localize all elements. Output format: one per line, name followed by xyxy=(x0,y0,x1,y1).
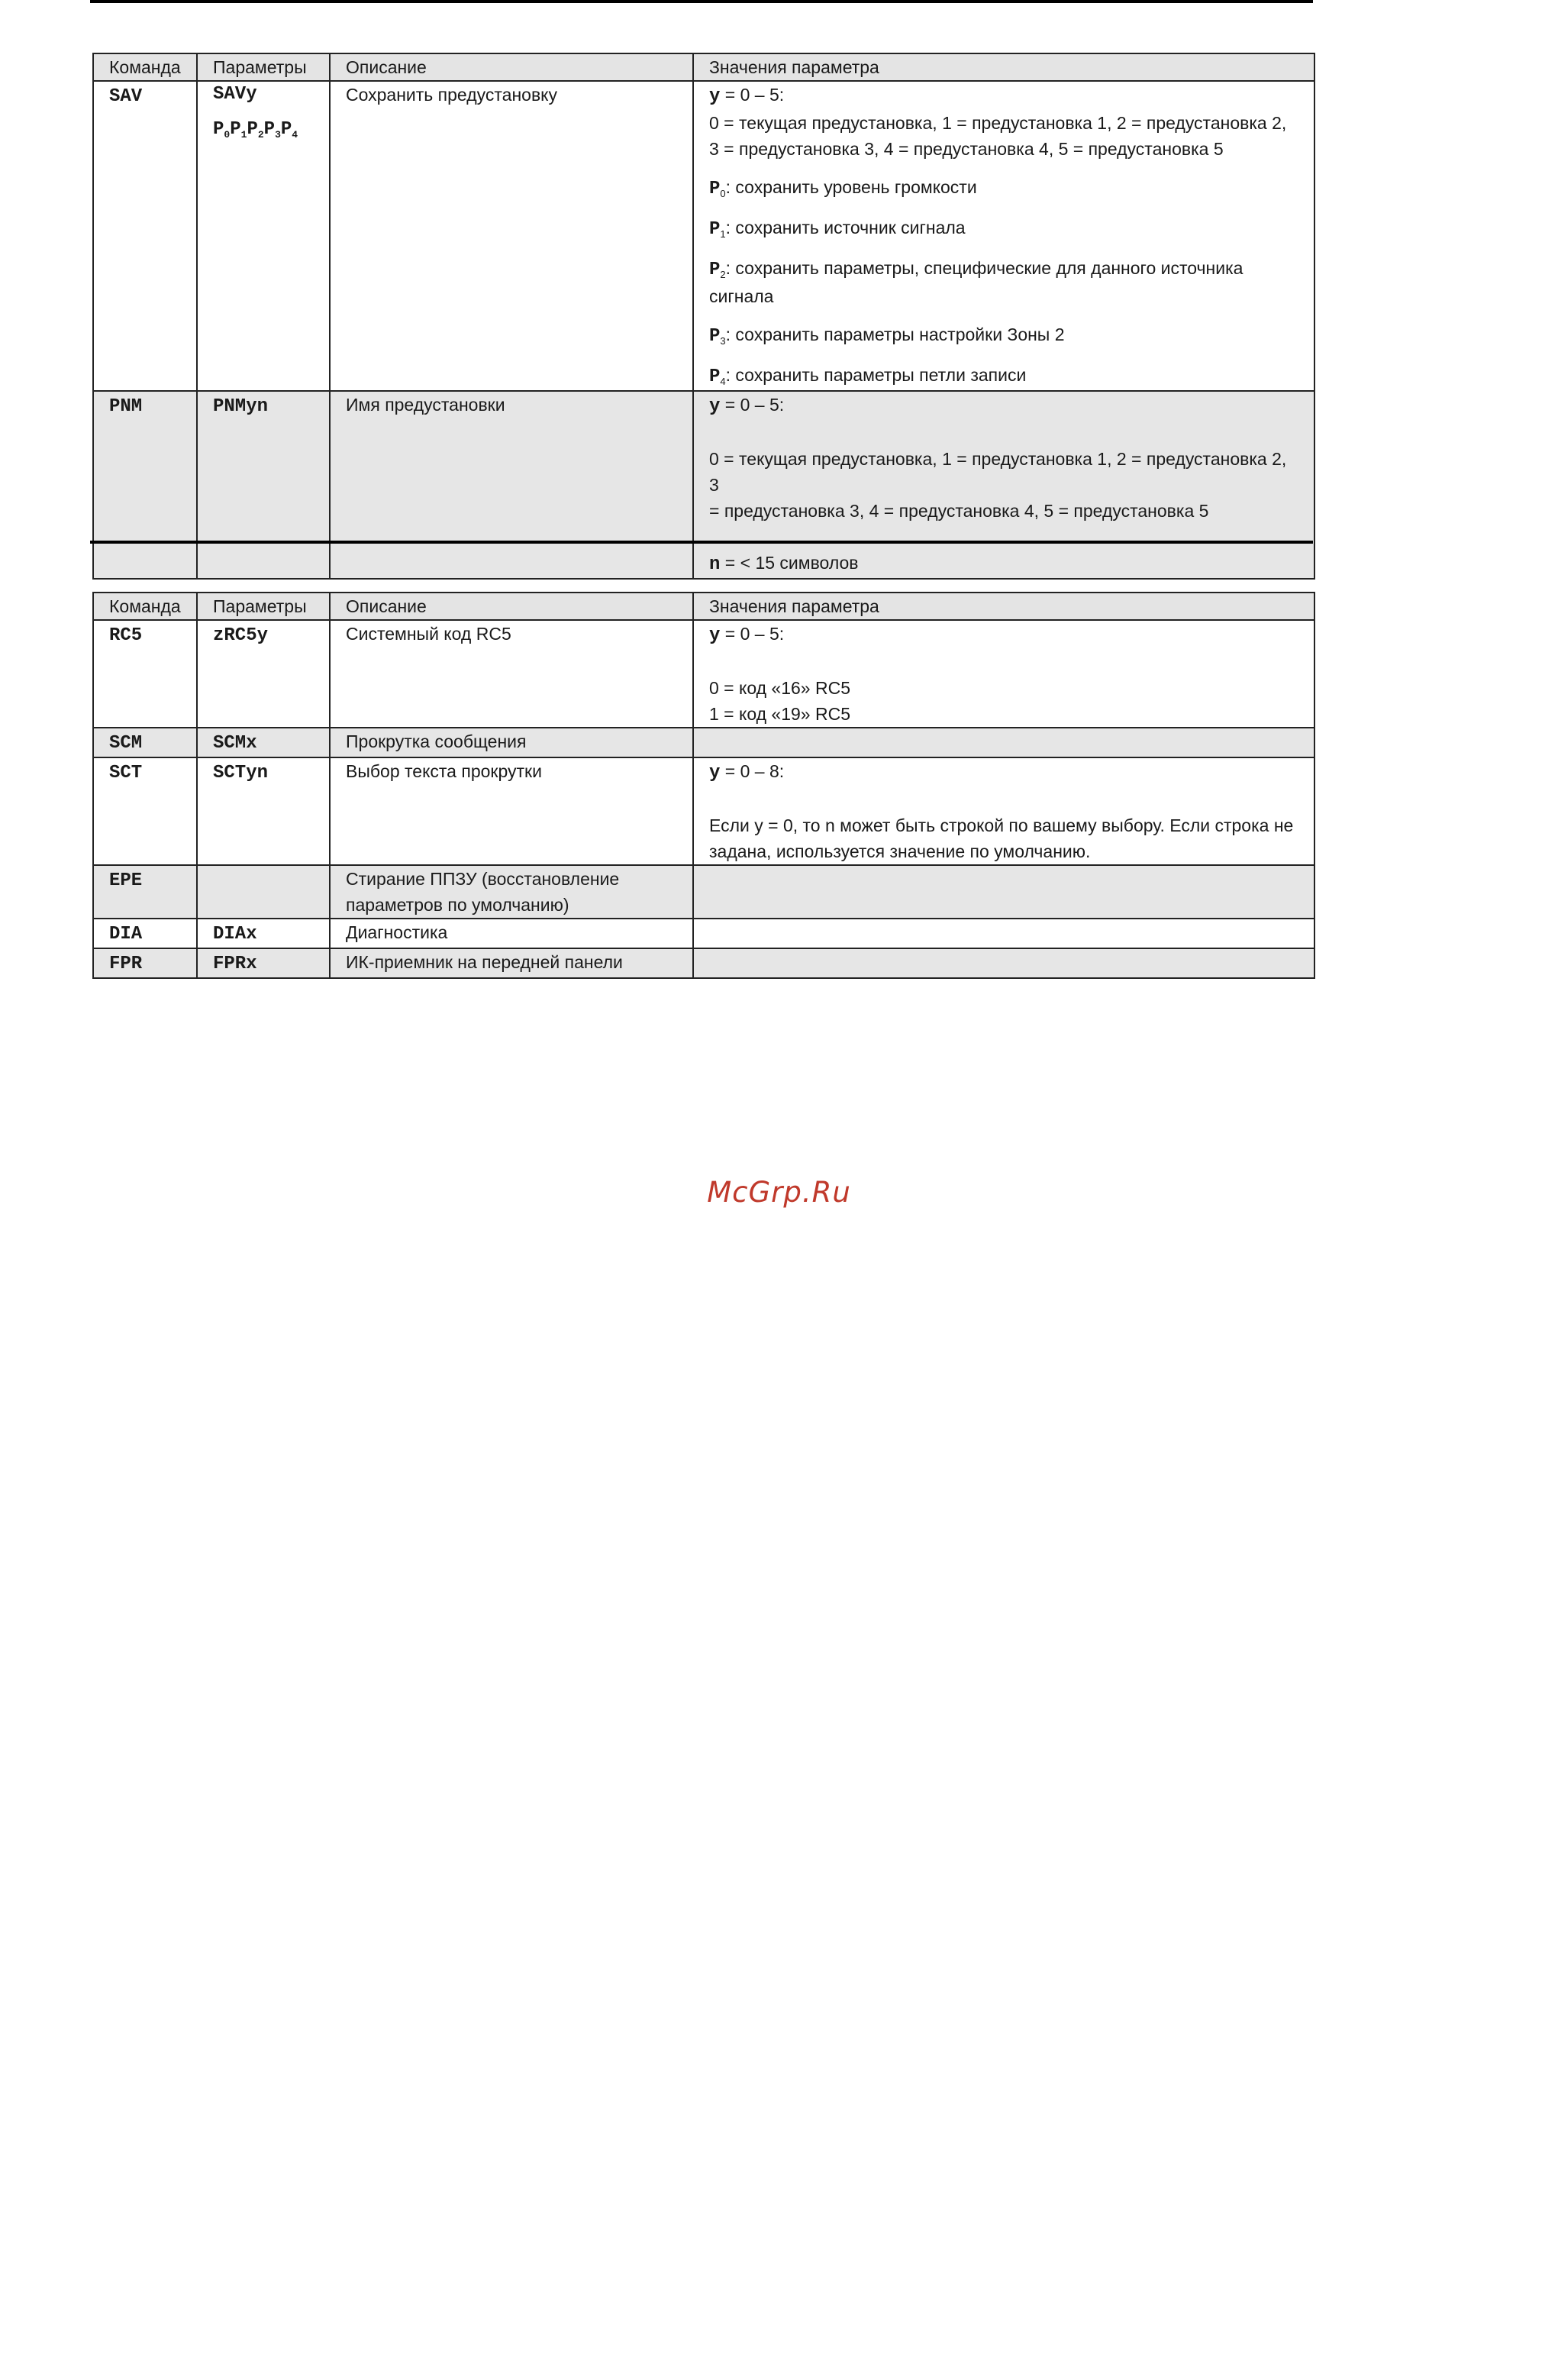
header-command: Команда xyxy=(93,53,197,81)
table-row-dia xyxy=(93,919,1314,948)
value-item: $P_2$: сохранить параметры, специфические для данного источника сигнала xyxy=(709,258,1243,306)
table-row-rc5 xyxy=(93,620,1314,728)
description-text: Системный код RC5 xyxy=(346,624,511,644)
command-code: RC5 xyxy=(109,625,143,646)
values-cell xyxy=(693,865,1314,919)
value-line: Если y = 0, то n может быть строкой по вашему выбору. Если строка не xyxy=(709,815,1294,835)
description-text: Стирание ППЗУ (восстановление xyxy=(346,869,620,889)
value-line: = предустановка 3, 4 = предустановка 4, 5 = предустановка 5 xyxy=(709,501,1209,521)
description-text: Выбор текста прокрутки xyxy=(346,761,542,781)
description-text: Имя предустановки xyxy=(346,395,505,415)
value-range: y = 0 – 5: xyxy=(709,395,785,417)
header-parameters: Параметры xyxy=(197,593,330,620)
table-header-row xyxy=(93,53,1314,81)
parameter-code: SCTyn xyxy=(213,763,269,783)
value-line: 1 = код «19» RC5 xyxy=(709,704,850,724)
header-description: Описание xyxy=(330,593,693,620)
top-rule xyxy=(90,0,1313,3)
values-cell xyxy=(693,948,1314,978)
values-cell xyxy=(693,728,1314,757)
table-row-sct xyxy=(93,757,1314,865)
table-row-sav xyxy=(93,81,1314,391)
command-table-2 xyxy=(92,592,1315,979)
values-cell xyxy=(693,81,1314,391)
value-line: 0 = текущая предустановка, 1 = предустановка 1, 2 = предустановка 2, 3 xyxy=(709,449,1287,495)
parameter-code: PNMyn xyxy=(213,396,269,417)
table-row-epe xyxy=(93,865,1314,919)
table-header-row xyxy=(93,593,1314,620)
values-cell xyxy=(693,757,1314,865)
value-item: $P_4$: сохранить параметры петли записи xyxy=(709,365,1027,387)
command-code: FPR xyxy=(109,954,143,974)
command-code: SCT xyxy=(109,763,143,783)
header-description: Описание xyxy=(330,53,693,81)
value-item: $P_3$: сохранить параметры настройки Зоны 2 xyxy=(709,325,1065,347)
value-range: y = 0 – 8: xyxy=(709,761,785,783)
value-line: 0 = текущая предустановка, 1 = предустановка 1, 2 = предустановка 2, xyxy=(709,113,1287,133)
command-code: DIA xyxy=(109,924,143,945)
value-item: $P_0$: сохранить уровень громкости xyxy=(709,177,977,199)
parameter-code: DIAx xyxy=(213,924,257,945)
value-line: задана, используется значение по умолчанию. xyxy=(709,841,1091,861)
header-values: Значения параметра xyxy=(693,593,1314,620)
command-code: EPE xyxy=(109,870,143,891)
parameter-code: FPRx xyxy=(213,954,257,974)
header-values: Значения параметра xyxy=(693,53,1314,81)
parameter-code: SAVy xyxy=(213,84,257,105)
values-cell xyxy=(693,919,1314,948)
parameter-code: zRC5y xyxy=(213,625,269,646)
parameter-p-list: $P_0P_1P_2P_3P_4$ xyxy=(213,119,298,140)
middle-rule xyxy=(90,541,1313,544)
value-item: $P_1$: сохранить источник сигнала xyxy=(709,218,966,240)
command-code: PNM xyxy=(109,396,143,417)
value-range: y = 0 – 5: xyxy=(709,85,785,107)
command-code: SCM xyxy=(109,733,143,754)
description-text: Прокрутка сообщения xyxy=(346,731,527,751)
header-command: Команда xyxy=(93,593,197,620)
table-row-scm xyxy=(93,728,1314,757)
value-line: 0 = код «16» RC5 xyxy=(709,678,850,698)
description-text: параметров по умолчанию) xyxy=(346,895,569,915)
description-text: Сохранить предустановку xyxy=(346,85,557,105)
values-cell xyxy=(693,620,1314,728)
table-row-pnm xyxy=(93,391,1314,579)
value-range: y = 0 – 5: xyxy=(709,624,785,646)
watermark-text: McGrp.Ru xyxy=(707,1176,851,1209)
value-line: 3 = предустановка 3, 4 = предустановка 4, 5 = предустановка 5 xyxy=(709,139,1224,159)
values-cell xyxy=(693,391,1314,579)
table-row-fpr xyxy=(93,948,1314,978)
header-parameters: Параметры xyxy=(197,53,330,81)
command-code: SAV xyxy=(109,86,143,107)
command-table-1 xyxy=(92,53,1315,580)
value-n-limit: n = < 15 символов xyxy=(709,553,859,575)
parameter-code: SCMx xyxy=(213,733,257,754)
description-text: Диагностика xyxy=(346,922,448,942)
description-text: ИК-приемник на передней панели xyxy=(346,952,623,972)
